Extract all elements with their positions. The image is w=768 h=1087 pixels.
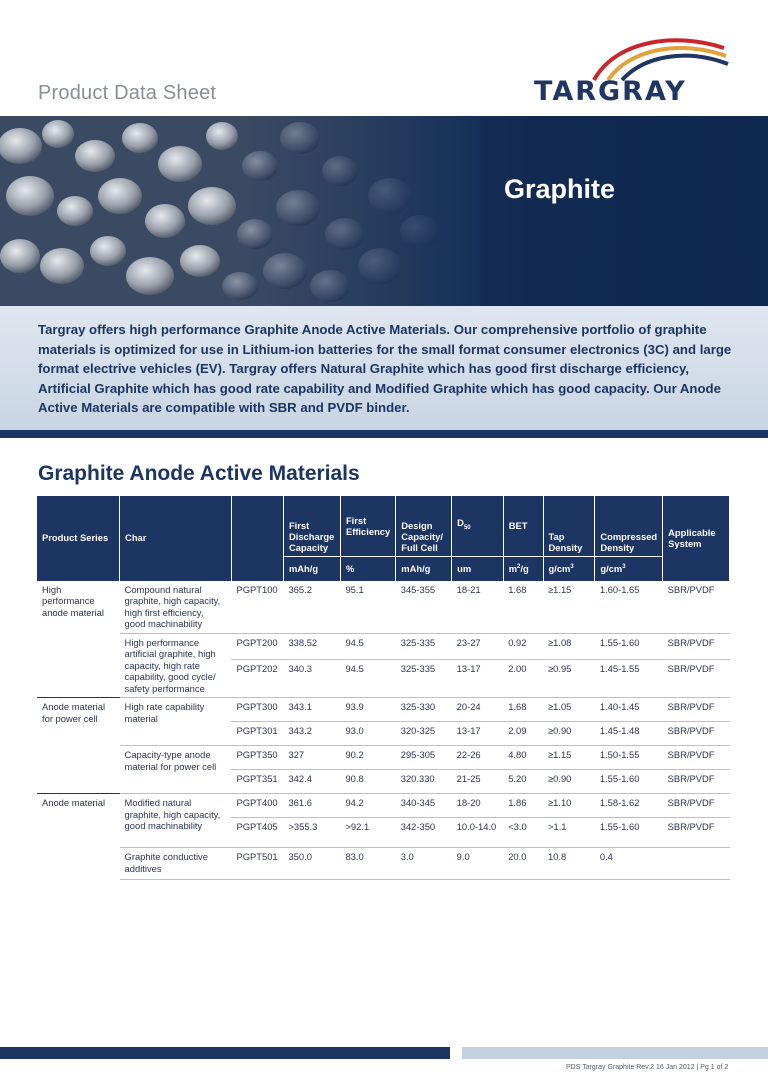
cell-grade: PGPT300 — [231, 698, 283, 722]
cell-compressed-density: 1.55-1.60 — [595, 770, 663, 794]
specs-table — [37, 496, 730, 880]
cell-bet: 4.80 — [503, 746, 543, 770]
footer-text: PDS Targray Graphite Rev.2 16 Jan 2012 | Pg 1 of 2 — [566, 1064, 729, 1071]
cell-grade: PGPT301 — [231, 722, 283, 746]
col-first-discharge: First Discharge Capacity — [283, 496, 340, 556]
cell-series: Anode material for power cell — [37, 698, 120, 794]
footer-bar — [0, 1047, 450, 1059]
cell-first-efficiency: 93.0 — [340, 722, 395, 746]
doc-type-label: Product Data Sheet — [38, 82, 217, 104]
cell-tap-density: ≥1.08 — [543, 633, 595, 660]
table-row — [37, 698, 730, 722]
cell-grade: PGPT501 — [231, 848, 283, 880]
table-row — [37, 794, 730, 818]
section-title: Graphite Anode Active Materials — [38, 462, 360, 485]
cell-grade: PGPT400 — [231, 794, 283, 818]
unit-bet — [503, 556, 543, 580]
cell-grade: PGPT100 — [231, 580, 283, 633]
table-row — [37, 580, 730, 633]
cell-char: High rate capability material — [120, 698, 232, 746]
logo-arcs-icon — [586, 34, 736, 82]
cell-d50: 18-20 — [452, 794, 504, 818]
d50-label: D — [457, 517, 464, 529]
unit-bet-tail: /g — [520, 563, 529, 575]
cell-compressed-density: 1.40-1.45 — [595, 698, 663, 722]
cell-tap-density: ≥1.05 — [543, 698, 595, 722]
table-row — [37, 746, 730, 770]
col-d50 — [452, 496, 504, 556]
graphite-micrograph-image — [0, 116, 480, 306]
unit-d50: um — [452, 556, 504, 580]
unit-bet-base: m — [508, 563, 518, 575]
cell-d50: 13-17 — [452, 660, 504, 698]
unit-tap-density — [543, 556, 595, 580]
cell-d50: 18-21 — [452, 580, 504, 633]
cell-design-capacity: 325-335 — [396, 660, 452, 698]
cell-compressed-density: 1.55-1.60 — [595, 633, 663, 660]
cell-applicable-system: SBR/PVDF — [663, 794, 730, 818]
cell-applicable-system: SBR/PVDF — [663, 698, 730, 722]
unit-bet-sup: 2 — [517, 563, 521, 570]
cell-tap-density: ≥0.90 — [543, 722, 595, 746]
cell-tap-density: 10.8 — [543, 848, 595, 880]
col-first-efficiency: First Efficiency — [340, 496, 395, 556]
unit-first-efficiency: % — [340, 556, 395, 580]
cell-applicable-system: SBR/PVDF — [663, 633, 730, 660]
intro-panel — [0, 306, 768, 430]
cell-first-efficiency: 90.8 — [340, 770, 395, 794]
cell-bet: 2.00 — [503, 660, 543, 698]
col-product-series: Product Series — [37, 496, 120, 580]
table-row — [37, 633, 730, 660]
cell-char: Compound natural graphite, high capacity, high first efficiency, good machinability — [120, 580, 232, 633]
cell-design-capacity: 320.330 — [396, 770, 452, 794]
cell-first-discharge: 327 — [283, 746, 340, 770]
cell-applicable-system: SBR/PVDF — [663, 818, 730, 848]
cell-first-discharge: 340.3 — [283, 660, 340, 698]
unit-design-capacity: mAh/g — [396, 556, 452, 580]
footer-bar-light — [462, 1047, 768, 1059]
cell-tap-density: ≥0.95 — [543, 660, 595, 698]
cell-design-capacity: 295-305 — [396, 746, 452, 770]
product-title: Graphite — [504, 174, 616, 204]
cell-char: Graphite conductive additives — [120, 848, 232, 880]
cell-char: Modified natural graphite, high capacity, good machinability — [120, 794, 232, 848]
cell-first-discharge: 338.52 — [283, 633, 340, 660]
cell-grade: PGPT405 — [231, 818, 283, 848]
cell-first-efficiency: 83.0 — [340, 848, 395, 880]
cell-char: High performance artificial graphite, high capacity, high rate capability, good cycle/ safety performance — [120, 633, 232, 698]
col-char: Char — [120, 496, 232, 580]
cell-d50: 9.0 — [452, 848, 504, 880]
cell-bet: <3.0 — [503, 818, 543, 848]
cell-applicable-system: SBR/PVDF — [663, 580, 730, 633]
unit-comp-sup: 3 — [622, 563, 626, 570]
cell-d50: 10.0-14.0 — [452, 818, 504, 848]
cell-bet: 0.92 — [503, 633, 543, 660]
cell-bet: 1.68 — [503, 698, 543, 722]
table-row — [37, 848, 730, 880]
cell-grade: PGPT200 — [231, 633, 283, 660]
cell-applicable-system: SBR/PVDF — [663, 770, 730, 794]
cell-compressed-density: 1.50-1.55 — [595, 746, 663, 770]
col-grade — [231, 496, 283, 580]
cell-first-discharge: 365.2 — [283, 580, 340, 633]
cell-char: Capacity-type anode material for power cell — [120, 746, 232, 794]
cell-bet: 2.09 — [503, 722, 543, 746]
cell-first-efficiency: 94.5 — [340, 660, 395, 698]
unit-comp-base: g/cm — [600, 563, 623, 575]
cell-first-discharge: 342.4 — [283, 770, 340, 794]
unit-compressed-density — [595, 556, 663, 580]
cell-first-discharge: 350.0 — [283, 848, 340, 880]
col-applicable-system: Applicable System — [663, 496, 730, 580]
cell-design-capacity: 325-330 — [396, 698, 452, 722]
cell-design-capacity: 340-345 — [396, 794, 452, 818]
intro-divider — [0, 430, 768, 438]
cell-compressed-density: 1.45-1.48 — [595, 722, 663, 746]
table-header-row — [37, 496, 730, 556]
cell-design-capacity: 345-355 — [396, 580, 452, 633]
cell-grade: PGPT202 — [231, 660, 283, 698]
col-design-capacity: Design Capacity/ Full Cell — [396, 496, 452, 556]
cell-compressed-density: 1.45-1.55 — [595, 660, 663, 698]
cell-grade: PGPT351 — [231, 770, 283, 794]
cell-compressed-density: 1.60-1.65 — [595, 580, 663, 633]
cell-bet: 5.20 — [503, 770, 543, 794]
logo-text: TARGRAY — [534, 76, 687, 107]
cell-tap-density: ≥0.90 — [543, 770, 595, 794]
cell-first-efficiency: 94.5 — [340, 633, 395, 660]
cell-compressed-density: 0.4 — [595, 848, 663, 880]
cell-applicable-system: SBR/PVDF — [663, 746, 730, 770]
cell-series: High performance anode material — [37, 580, 120, 698]
cell-tap-density: ≥1.15 — [543, 746, 595, 770]
targray-logo — [534, 34, 730, 107]
cell-bet: 20.0 — [503, 848, 543, 880]
cell-d50: 23-27 — [452, 633, 504, 660]
cell-design-capacity: 320-325 — [396, 722, 452, 746]
hero-banner — [0, 116, 768, 306]
cell-first-discharge: 343.2 — [283, 722, 340, 746]
cell-tap-density: ≥1.10 — [543, 794, 595, 818]
cell-grade: PGPT350 — [231, 746, 283, 770]
cell-first-efficiency: >92.1 — [340, 818, 395, 848]
cell-d50: 20-24 — [452, 698, 504, 722]
cell-first-discharge: 343.1 — [283, 698, 340, 722]
cell-tap-density: ≥1.15 — [543, 580, 595, 633]
cell-first-efficiency: 93.9 — [340, 698, 395, 722]
cell-tap-density: >1.1 — [543, 818, 595, 848]
col-compressed-density: Compressed Density — [595, 496, 663, 556]
col-bet: BET — [503, 496, 543, 556]
cell-first-discharge: >355.3 — [283, 818, 340, 848]
cell-applicable-system — [663, 848, 730, 880]
cell-first-discharge: 361.6 — [283, 794, 340, 818]
cell-applicable-system: SBR/PVDF — [663, 660, 730, 698]
cell-design-capacity: 342-350 — [396, 818, 452, 848]
cell-first-efficiency: 95.1 — [340, 580, 395, 633]
d50-subscript: 50 — [463, 525, 471, 532]
cell-bet: 1.68 — [503, 580, 543, 633]
cell-design-capacity: 3.0 — [396, 848, 452, 880]
unit-first-discharge: mAh/g — [283, 556, 340, 580]
cell-applicable-system: SBR/PVDF — [663, 722, 730, 746]
col-tap-density: Tap Density — [543, 496, 595, 556]
intro-text: Targray offers high performance Graphite Anode Active Materials. Our comprehensive portfolio of graphite materials is optimized for use in Lithium-ion batteries for the small format consumer electronics (3C) and large format electrive vehicles (EV). Targray offers Natural Graphite which has good first discharge efficiency, Artificial Graphite which has good rate capability and Modified Graphite which has good capacity. Our Anode Active Materials are compatible with SBR and PVDF binder. — [38, 322, 732, 415]
cell-first-efficiency: 90.2 — [340, 746, 395, 770]
cell-d50: 22-26 — [452, 746, 504, 770]
cell-d50: 21-25 — [452, 770, 504, 794]
cell-design-capacity: 325-335 — [396, 633, 452, 660]
cell-series: Anode material — [37, 794, 120, 880]
cell-bet: 1.86 — [503, 794, 543, 818]
unit-tap-base: g/cm — [548, 563, 571, 575]
cell-d50: 13-17 — [452, 722, 504, 746]
cell-first-efficiency: 94.2 — [340, 794, 395, 818]
cell-compressed-density: 1.58-1.62 — [595, 794, 663, 818]
unit-tap-sup: 3 — [570, 563, 574, 570]
cell-compressed-density: 1.55-1.60 — [595, 818, 663, 848]
